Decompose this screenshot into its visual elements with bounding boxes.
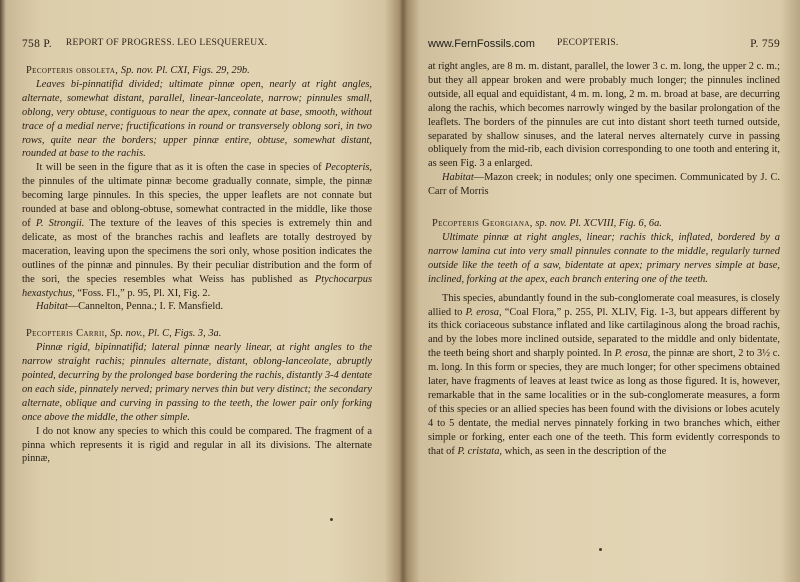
right-page xyxy=(428,0,780,582)
section-title-georgiana: Pecopteris Georgiana, sp. nov. Pl. XCVIII, Fig. 6, 6a. xyxy=(432,218,662,230)
right-page-header xyxy=(428,38,780,50)
diagnosis-georgiana: Ultimate pinnæ at right angles, linear; rachis thick, inflated, bordered by a narrow lamina cut into very small pinnules connate to the middle, regularly turned outside like the teeth of a saw, bidentate at apex; primary nerves simple at base, inclined, forking at the apex, each branch entering one of the teeth. xyxy=(428,231,780,285)
left-page-number: 758 P. xyxy=(22,38,52,50)
paragraph-georgiana: This species, abundantly found in the sub-conglomerate coal measures, is closely allied to P. erosa, “Coal Flora,” p. 255, Pl. XLIV, Fig. 1-3, but appears different by its thick coriaceous substance inflated and like cartilaginous along the broad rachis, and by the lobes more inclined outside, separated to the middle and only bidentate, the teeth being short and sharply pointed. In P. erosa, the pinnæ are short, 2 to 3½ c. m. long. In this form or species, they are much longer; for other specimens obtained later, have fragments of leaves at least twice as long as those figured. It is, however, remarkable that in the same localities or in the sub-conglomerate measures, a form of this species or an allied species has been found with the divisions or lobes acutely 4 to 5 dentate, the medial nerves pinnately forking in two branches which, either simple or forking, enter each one of the teeth. This form evidently corresponds to that of P. cristata, which, as seen in the description of the xyxy=(428,292,780,457)
right-running-title: PECOPTERIS. xyxy=(556,38,619,48)
left-page-header xyxy=(22,38,372,50)
right-page-body xyxy=(428,60,780,458)
habitat-carrii: Habitat—Mazon creek; in nodules; only one specimen. Communicated by J. C. Carr of Morris xyxy=(428,172,780,198)
right-page-number: P. 759 xyxy=(750,38,780,50)
section-title-carrii: Pecopteris Carrii, Sp. nov., Pl. C, Figs. 3, 3a. xyxy=(26,328,222,340)
paragraph-obsoleta: It will be seen in the figure that as it is often the case in species of Pecopteris, the pinnules of the ultimate pinnæ become gradually connate, simple, the pinnæ becoming large pinnules. In this species, the upper leaflets are not connate but rounded at base and oblong-obtuse, somewhat contracted in the middle, like those of P. Strongii. The texture of the leaves of this species is extremely thin and delicate, as most of the branches rachis and leaflets are totally destroyed by maceration, leaving upon the specimens the sori only, whose position indicates the outlines of the pinnæ and pinnules. By their peculiar distribution and the form of the sori, the species resembles what Weiss has published as Ptychocarpus hexastychus, “Foss. Fl.,” p. 95, Pl. XI, Fig. 2. xyxy=(22,162,372,299)
left-page-body xyxy=(22,60,372,466)
watermark-text: www.FernFossils.com xyxy=(428,38,535,50)
habitat-obsoleta: Habitat—Cannelton, Penna.; I. F. Mansfield. xyxy=(36,301,224,313)
page-speck xyxy=(330,518,333,521)
diagnosis-obsoleta: Leaves bi-pinnatifid divided; ultimate pinnæ open, nearly at right angles, alternate, somewhat distant, parallel, linear-lanceolate, narrow; pinnules small, oblong, very obtuse, contiguous to near the apex, connate at base, smooth, without trace of a medial nerve; fructifications in round or transversely oblong sori, in two rows, quite near the borders; upper pinnæ entire, obtuse, somewhat distant, rounded at base to the rachis. xyxy=(22,78,372,160)
continuation-paragraph: at right angles, are 8 m. m. distant, parallel, the lower 3 c. m. long, the upper 2 c. m.; but they all appear broken and were probably much longer; the pinnules inclined outside, all equal and equidistant, 4 m. m. long, 2 m. m. broad at base, are decurring along the rachis, which becomes narrowly winged by the basilar prolongation of the leaflets. The borders of the pinnules are cut into distant short teeth turned outside, separated by shallow sinuses, and the lateral nerves alternately curve in passing obliquely from the mid-rib, each division corresponding to one tooth and entering it, as seen Fig. 3 a enlarged. xyxy=(428,61,780,170)
diagnosis-carrii: Pinnæ rigid, bipinnatifid; lateral pinnæ nearly linear, at right angles to the narrow straight rachis; pinnules alternate, distant, oblong-lanceolate, abruptly pointed, decurring by the prolonged base bordering the rachis, distantly 3-4 dentate on each side, pinnately nerved; primary nerves thin but very distinct; the secondary alternate, oblique and curving in passing to the teeth, the lower pair only forking once above the middle, the other simple. xyxy=(22,342,372,423)
section-title-obsoleta: Pecopteris obsoleta, Sp. nov. Pl. CXI, Figs. 29, 29b. xyxy=(26,65,250,76)
left-page xyxy=(22,0,372,582)
left-running-title: REPORT OF PROGRESS. LEO LESQUEREUX. xyxy=(65,38,268,48)
paragraph-carrii: I do not know any species to which this could be compared. The fragment of a pinna which represents it is rigid and regular in all its divisions. The alternate pinnæ, xyxy=(22,425,372,465)
page-speck xyxy=(599,548,602,551)
